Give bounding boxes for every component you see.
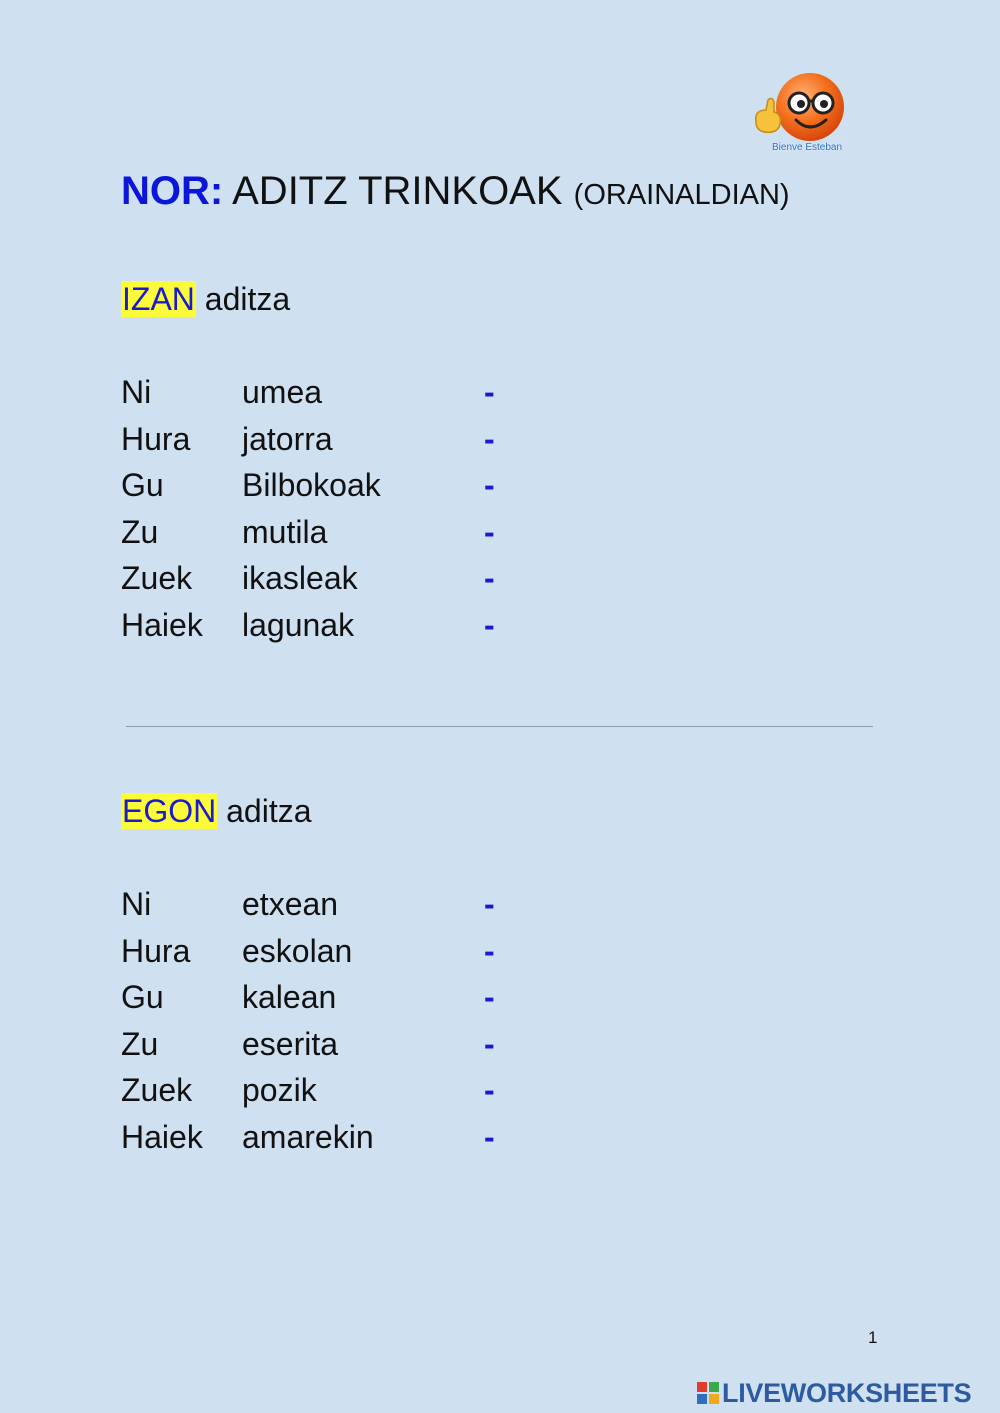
- complement: pozik: [242, 1072, 317, 1108]
- izan-verb-highlight: IZAN: [122, 281, 195, 317]
- answer-blank-marker: -: [484, 374, 495, 410]
- list-item: [121, 1021, 621, 1068]
- list-item: [121, 369, 621, 416]
- answer-blank-marker: -: [484, 420, 495, 457]
- list-item: [121, 555, 621, 602]
- list-item: [121, 928, 621, 975]
- izan-conjugation-list: [121, 369, 621, 648]
- liveworksheets-brand: [697, 1378, 971, 1408]
- complement: umea: [242, 374, 323, 410]
- pronoun: Haiek: [121, 606, 203, 643]
- complement: jatorra: [242, 420, 333, 457]
- izan-label: aditza: [204, 281, 291, 317]
- complement: eskolan: [242, 932, 353, 969]
- page-number: 1: [868, 1328, 878, 1347]
- complement: amarekin: [242, 1118, 374, 1155]
- list-item: [121, 1114, 621, 1161]
- pronoun: Zuek: [121, 1072, 193, 1108]
- brand-name: LIVEWORKSHEETS: [722, 1377, 972, 1408]
- answer-blank-marker: -: [484, 979, 495, 1015]
- answer-blank-marker: -: [484, 513, 495, 550]
- egon-heading: [121, 790, 312, 832]
- complement: lagunak: [242, 606, 355, 643]
- logo-caption: Bienve Esteban: [772, 142, 843, 153]
- list-item: [121, 974, 621, 1021]
- answer-blank-marker: -: [484, 606, 495, 643]
- complement: mutila: [242, 513, 328, 550]
- pronoun: Zu: [121, 513, 159, 550]
- complement: Bilbokoak: [242, 467, 381, 503]
- title-suffix: (ORAINALDIAN): [573, 179, 790, 211]
- list-item: [121, 462, 621, 509]
- answer-blank-marker: -: [484, 886, 495, 922]
- list-item: [121, 881, 621, 928]
- egon-conjugation-list: [121, 881, 621, 1160]
- pronoun: Gu: [121, 467, 164, 503]
- answer-blank-marker: -: [484, 1118, 495, 1155]
- answer-blank-marker: -: [484, 560, 495, 596]
- title-main: ADITZ TRINKOAK: [232, 169, 563, 213]
- answer-blank-marker: -: [484, 932, 495, 969]
- list-item: [121, 1067, 621, 1114]
- answer-blank-marker: -: [484, 1072, 495, 1108]
- pronoun: Gu: [121, 979, 164, 1015]
- complement: etxean: [242, 886, 339, 922]
- list-item: [121, 416, 621, 463]
- answer-blank-marker: -: [484, 1025, 495, 1062]
- section-divider: [126, 726, 873, 727]
- title-prefix: NOR:: [121, 169, 224, 213]
- egon-label: aditza: [226, 793, 312, 829]
- list-item: [121, 602, 621, 649]
- pronoun: Ni: [121, 374, 152, 410]
- list-item: [121, 509, 621, 556]
- egon-verb-highlight: EGON: [122, 793, 217, 829]
- pronoun: Haiek: [121, 1118, 203, 1155]
- liveworksheets-logo-icon: [697, 1382, 719, 1404]
- pronoun: Zu: [121, 1025, 159, 1062]
- pronoun: Hura: [121, 932, 191, 969]
- pronoun: Ni: [121, 886, 152, 922]
- answer-blank-marker: -: [484, 467, 495, 503]
- pronoun: Zuek: [121, 560, 193, 596]
- complement: ikasleak: [242, 560, 358, 596]
- page-title: [121, 168, 790, 218]
- pronoun: Hura: [121, 420, 191, 457]
- izan-heading: [121, 278, 290, 320]
- complement: eserita: [242, 1025, 339, 1062]
- complement: kalean: [242, 979, 337, 1015]
